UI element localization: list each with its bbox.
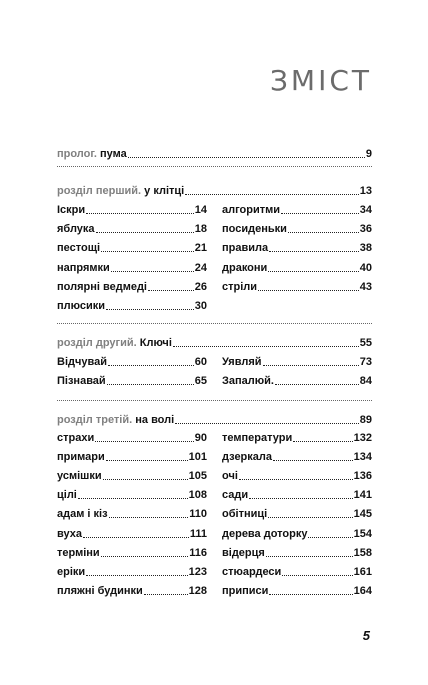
toc-entry[interactable]	[57, 488, 207, 502]
divider	[57, 323, 372, 324]
entry-label: сади	[222, 489, 249, 502]
section-prefix: розділ другий.	[57, 337, 137, 349]
entry-label: приписи	[222, 584, 269, 597]
entry-page: 136	[353, 470, 372, 483]
entry-label: алгоритми	[222, 204, 281, 216]
entry-page: 30	[194, 300, 207, 312]
toc-entry[interactable]	[57, 431, 207, 445]
dot-leader	[144, 584, 188, 595]
entry-label: плюсики	[57, 300, 106, 312]
dot-leader	[109, 507, 189, 518]
entry-page: 132	[353, 432, 372, 444]
section-name: Ключі	[139, 337, 172, 349]
section-page: 89	[359, 414, 372, 426]
toc-entry[interactable]	[57, 374, 207, 388]
toc-entry[interactable]	[57, 527, 207, 541]
toc-entry[interactable]	[222, 355, 372, 369]
dot-leader	[258, 280, 359, 291]
toc-entry[interactable]	[222, 241, 372, 255]
dot-leader	[86, 565, 187, 576]
entry-page: 40	[359, 261, 372, 274]
entry-page: 108	[188, 489, 207, 502]
entry-page: 36	[359, 223, 372, 236]
section-page: 13	[359, 185, 372, 197]
toc-prologue-row[interactable]	[57, 147, 372, 161]
entry-label: терміни	[57, 546, 100, 559]
dot-leader	[273, 450, 353, 461]
dot-leader	[103, 469, 188, 480]
entry-label: цілі	[57, 489, 77, 502]
entry-page: 24	[194, 261, 207, 274]
dot-leader	[86, 203, 194, 214]
dot-leader	[78, 488, 188, 499]
toc-entry[interactable]	[222, 565, 372, 579]
dot-leader	[101, 241, 194, 252]
entry-label: вуха	[57, 527, 82, 540]
dot-leader	[249, 488, 353, 499]
dot-leader	[293, 431, 352, 442]
prologue-prefix: пролог.	[57, 148, 97, 160]
prologue-name: пума	[99, 148, 127, 160]
section-name: на волі	[135, 414, 175, 426]
entry-page: 73	[359, 356, 372, 368]
entry-label: Іскри	[57, 204, 86, 216]
entry-label: дракони	[222, 261, 268, 274]
toc-entry[interactable]	[222, 546, 372, 560]
dot-leader	[101, 546, 189, 557]
dot-leader	[268, 261, 358, 272]
dot-leader	[263, 355, 359, 366]
entry-label: пестощі	[57, 242, 101, 255]
dot-leader	[282, 565, 352, 576]
toc-section-row[interactable]	[57, 336, 372, 350]
prologue-page: 9	[365, 148, 372, 160]
dot-leader	[128, 147, 365, 158]
toc-entry[interactable]	[57, 222, 207, 236]
entry-page: 65	[194, 375, 207, 388]
entry-label: очі	[222, 470, 238, 483]
entry-label: примари	[57, 451, 105, 464]
entry-label: дерева доторку	[222, 527, 308, 540]
entry-page: 90	[194, 432, 207, 444]
entry-page: 105	[188, 470, 207, 483]
toc-entry[interactable]	[222, 203, 372, 217]
dot-leader	[308, 527, 352, 538]
dot-leader	[111, 261, 194, 272]
dot-leader	[269, 584, 352, 595]
toc-entry[interactable]	[222, 469, 372, 483]
toc-entry[interactable]	[57, 261, 207, 275]
entry-page: 164	[353, 584, 372, 597]
toc-entry[interactable]	[57, 450, 207, 464]
entry-page: 38	[359, 242, 372, 255]
entry-label: стюардеси	[222, 565, 282, 578]
entry-page: 84	[359, 375, 372, 388]
toc-entry[interactable]	[222, 222, 372, 236]
dot-leader	[106, 450, 188, 461]
entry-page: 34	[359, 204, 372, 216]
toc-entry[interactable]	[57, 299, 207, 313]
entry-page: 18	[194, 223, 207, 236]
entry-label: обітниці	[222, 508, 268, 521]
dot-leader	[266, 546, 353, 557]
entry-page: 14	[194, 204, 207, 216]
toc-entry[interactable]	[57, 507, 207, 521]
toc-entry[interactable]	[57, 241, 207, 255]
toc-entry[interactable]	[222, 431, 372, 445]
entry-page: 158	[353, 546, 372, 559]
entry-page: 161	[353, 565, 372, 578]
entry-label: Пізнавай	[57, 375, 106, 388]
dot-leader	[185, 184, 359, 195]
entry-label: Уявляй	[222, 356, 262, 368]
entry-label: страхи	[57, 432, 95, 444]
entry-page: 154	[353, 527, 372, 540]
entry-page: 21	[194, 242, 207, 255]
entry-label: полярні ведмеді	[57, 280, 147, 293]
divider	[57, 400, 372, 401]
section-prefix: розділ перший.	[57, 185, 142, 197]
section-name: у клітці	[144, 185, 185, 197]
entry-page: 123	[188, 565, 207, 578]
entry-label: правила	[222, 242, 269, 255]
entry-page: 116	[189, 546, 207, 559]
toc-entry[interactable]	[222, 507, 372, 521]
entry-label: пляжні будинки	[57, 584, 143, 597]
entry-label: адам і кіз	[57, 508, 108, 521]
entry-page: 26	[194, 280, 207, 293]
entry-page: 145	[353, 508, 372, 521]
entry-label: Запалюй.	[222, 375, 274, 388]
entry-label: усмішки	[57, 470, 102, 483]
toc-entry[interactable]	[222, 450, 372, 464]
toc-entry[interactable]	[57, 469, 207, 483]
dot-leader	[83, 527, 189, 538]
divider	[57, 166, 372, 167]
toc-entry[interactable]	[57, 203, 207, 217]
dot-leader	[173, 336, 359, 347]
entry-label: температури	[222, 432, 293, 444]
toc-entry[interactable]	[57, 584, 207, 598]
dot-leader	[108, 355, 194, 366]
entry-page: 134	[353, 451, 372, 464]
entry-label: відерця	[222, 546, 265, 559]
toc-entry[interactable]	[222, 374, 372, 388]
toc-title: ЗМІСТ	[269, 64, 372, 97]
toc-entry[interactable]	[57, 546, 207, 560]
entry-page: 43	[359, 280, 372, 293]
entry-page: 101	[188, 451, 207, 464]
section-prefix: розділ третій.	[57, 414, 133, 426]
dot-leader	[288, 222, 359, 233]
toc-entry[interactable]	[57, 280, 207, 294]
entry-page: 110	[189, 508, 207, 521]
dot-leader	[95, 431, 194, 442]
page-number: 5	[362, 628, 370, 643]
entry-page: 141	[353, 489, 372, 502]
entry-label: еріки	[57, 565, 86, 578]
dot-leader	[106, 299, 194, 310]
toc-entry[interactable]	[222, 527, 372, 541]
toc-entry[interactable]	[222, 261, 372, 275]
entry-page: 128	[188, 584, 207, 597]
entry-label: напрямки	[57, 261, 110, 274]
dot-leader	[239, 469, 353, 480]
entry-label: посиденьки	[222, 223, 287, 236]
entry-page: 60	[194, 356, 207, 368]
entry-label: стріли	[222, 280, 258, 293]
dot-leader	[175, 413, 359, 424]
dot-leader	[275, 374, 359, 385]
dot-leader	[107, 374, 194, 385]
dot-leader	[148, 280, 194, 291]
dot-leader	[281, 203, 359, 214]
toc-entry[interactable]	[57, 355, 207, 369]
entry-label: яблука	[57, 223, 95, 236]
toc-entry[interactable]	[222, 280, 372, 294]
toc-entry[interactable]	[222, 584, 372, 598]
dot-leader	[268, 507, 352, 518]
toc-entry[interactable]	[57, 565, 207, 579]
toc-entry[interactable]	[222, 488, 372, 502]
entry-label: Відчувай	[57, 356, 107, 368]
toc-section-row[interactable]	[57, 413, 372, 427]
dot-leader	[269, 241, 359, 252]
toc-section-row[interactable]	[57, 184, 372, 198]
section-page: 55	[359, 337, 372, 349]
dot-leader	[96, 222, 194, 233]
entry-label: дзеркала	[222, 451, 273, 464]
entry-page: 111	[189, 527, 207, 540]
